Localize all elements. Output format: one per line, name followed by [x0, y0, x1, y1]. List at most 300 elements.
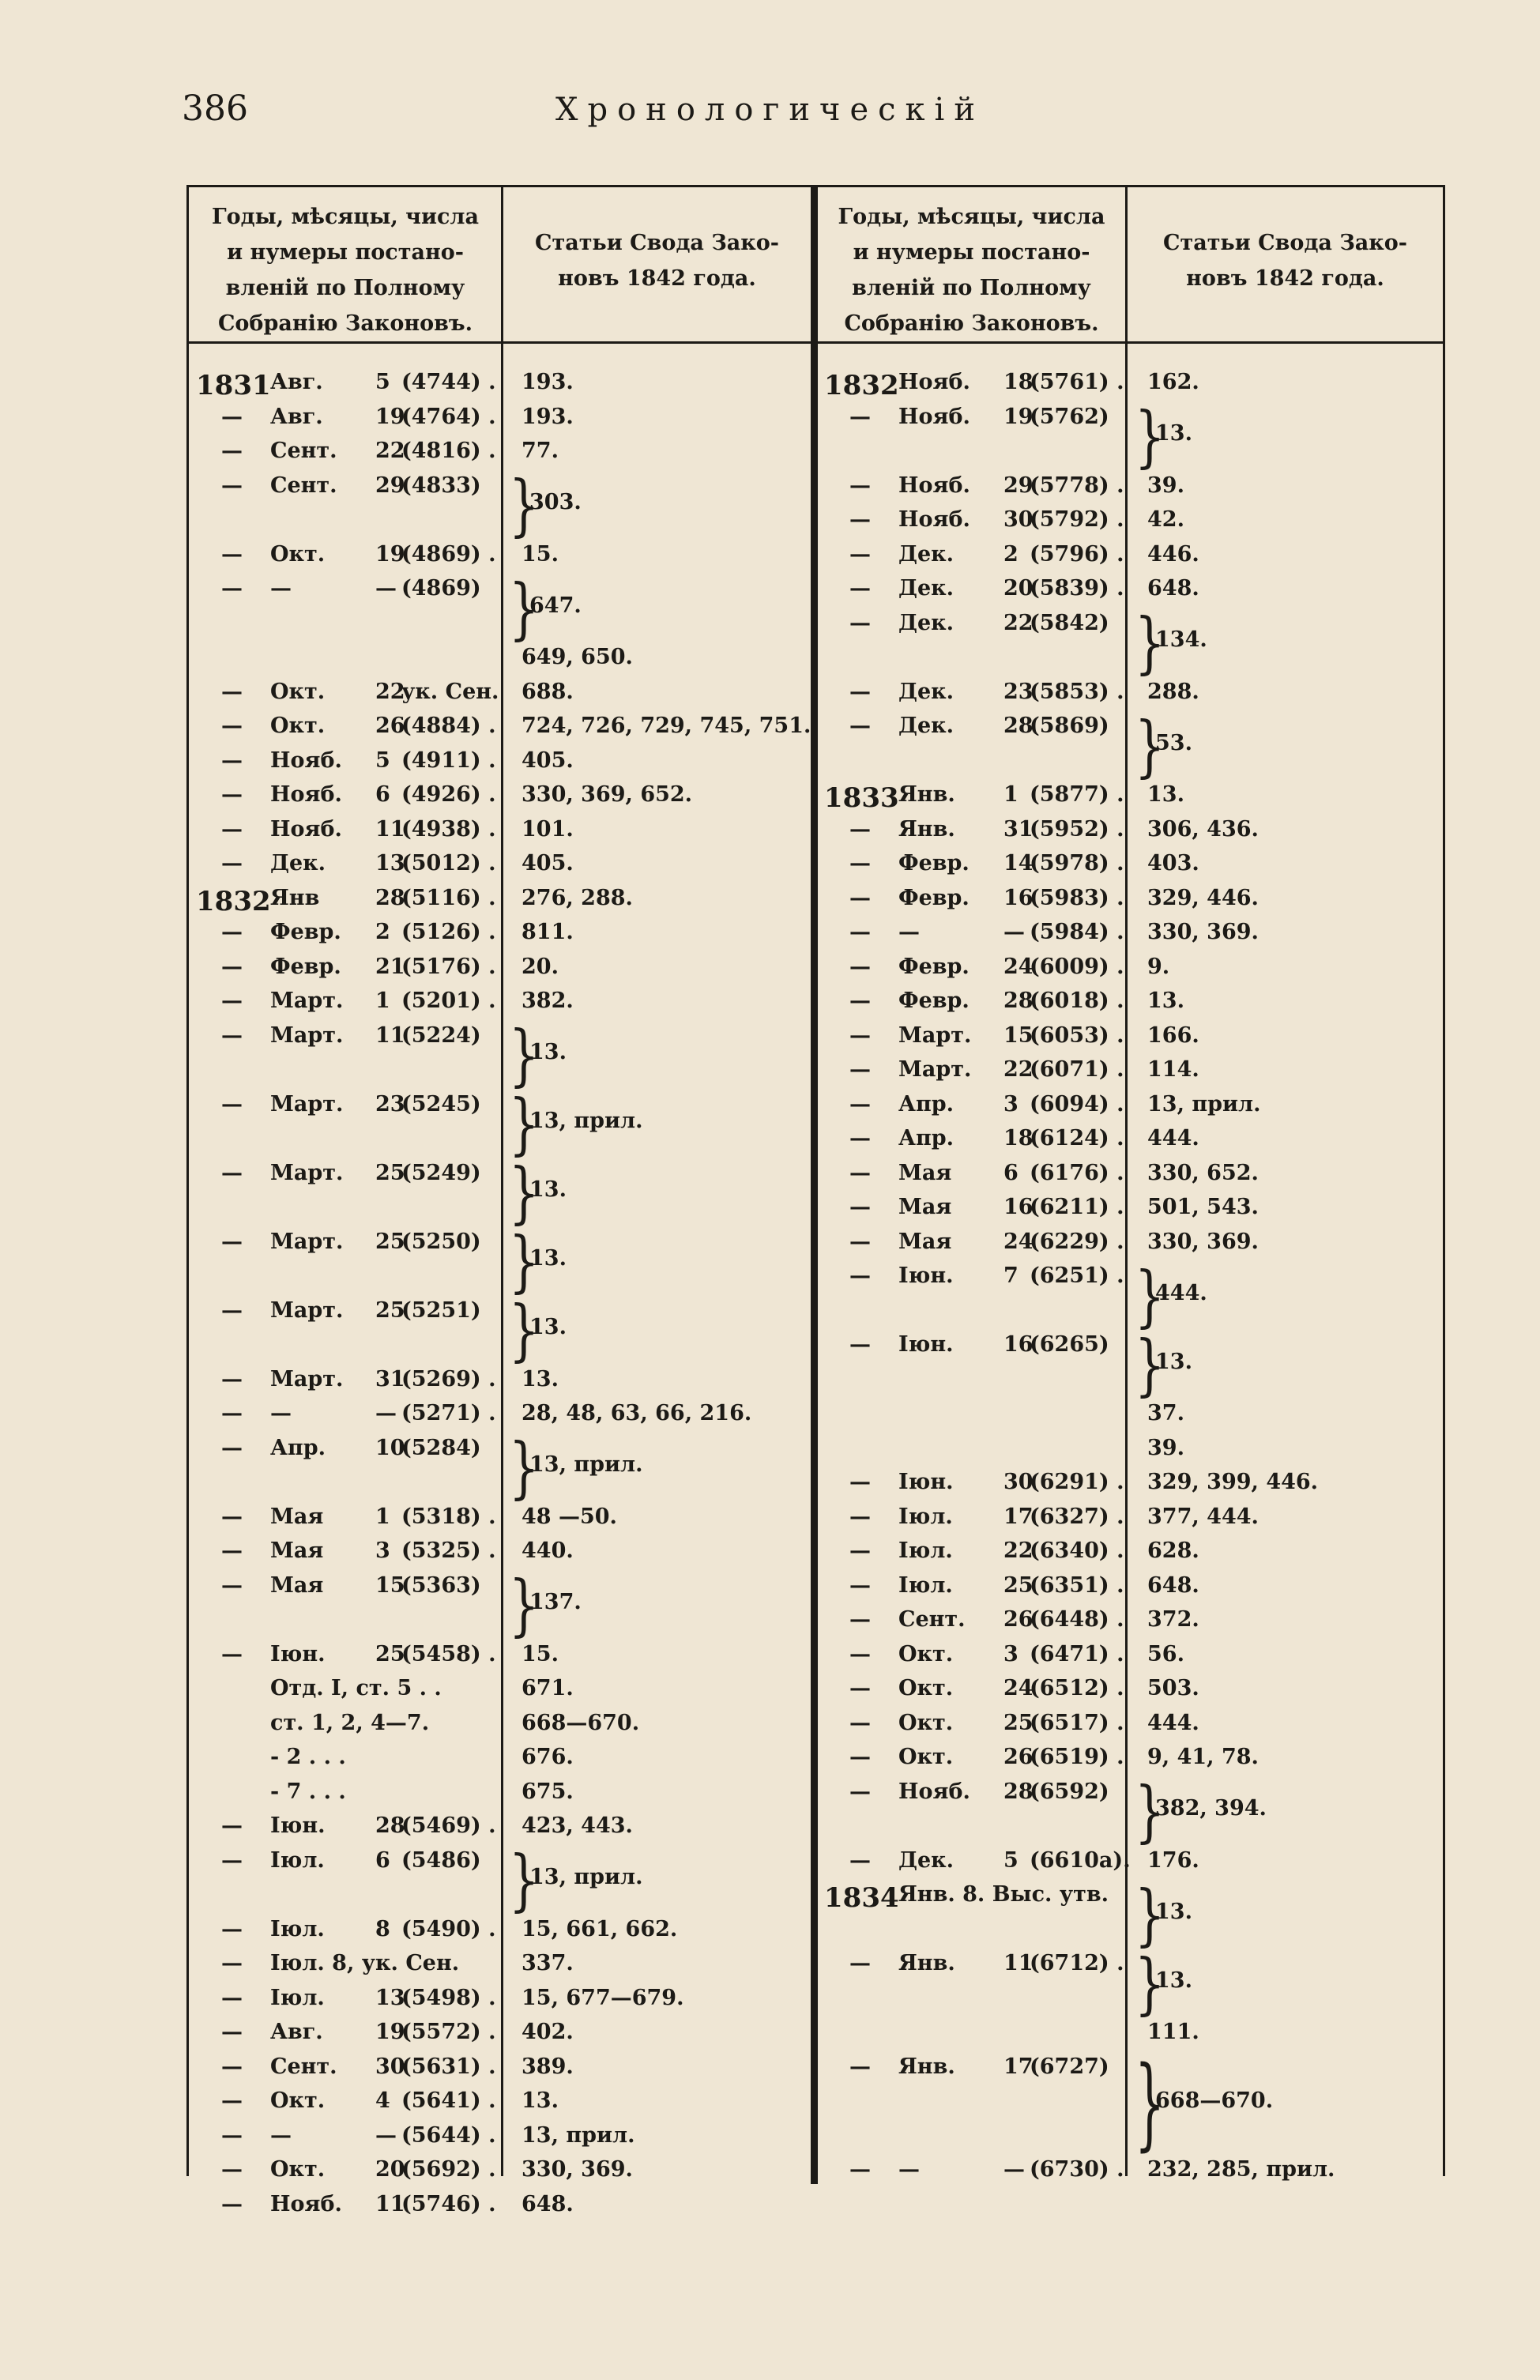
- entry-articles: 15, 661, 662.: [521, 1916, 678, 1941]
- entry-month: Дек.: [898, 1847, 954, 1873]
- entry-month: Март.: [270, 1091, 344, 1117]
- entry-articles: 649, 650.: [521, 645, 633, 669]
- entry-day: 3: [1003, 1641, 1019, 1666]
- entry-day: 1: [375, 1504, 390, 1529]
- entry-month: Мая: [898, 1195, 952, 1219]
- entry-articles: 276, 288.: [521, 885, 633, 910]
- entry-month: Дек.: [898, 576, 954, 601]
- entry-day: 13: [375, 1985, 405, 2010]
- entry-articles: 13.: [529, 1246, 567, 1271]
- entry-num: (4869) .: [401, 541, 496, 567]
- entry-articles: 15.: [521, 1641, 559, 1666]
- entry-day: 7: [1003, 1263, 1019, 1288]
- entry-articles: 648.: [521, 2191, 574, 2216]
- entry-dash: —: [221, 2191, 243, 2216]
- entry-day: 25: [375, 1229, 405, 1254]
- entry-dash: —: [221, 1160, 243, 1185]
- entry-month: Март.: [270, 1366, 344, 1391]
- entry-num: (5325) .: [401, 1538, 496, 1563]
- entry-month: Iюн.: [270, 1641, 326, 1666]
- entry-day: 29: [1003, 473, 1034, 498]
- entry-num: (5486): [401, 1847, 481, 1873]
- brace-mark: }: [1135, 398, 1165, 476]
- entry-dash: —: [221, 2122, 243, 2148]
- entry-day: 3: [375, 1538, 390, 1563]
- entry-dash: —: [221, 679, 243, 704]
- entry-num: (4764) .: [401, 404, 496, 429]
- entry-num: (6730) .: [1030, 2157, 1124, 2182]
- entry-dash: —: [221, 1951, 243, 1975]
- brace-mark: }: [509, 1292, 540, 1370]
- entry-dash: —: [221, 1435, 243, 1460]
- entry-num: (5176) .: [401, 954, 496, 979]
- table-right-border: [1443, 185, 1445, 2176]
- entry-day: 26: [1003, 1745, 1034, 1769]
- entry-dash: —: [849, 2157, 871, 2182]
- entry-num: (5877) .: [1030, 782, 1124, 807]
- entry-day: 16: [1003, 1195, 1034, 1219]
- entry-month: Дек.: [898, 679, 954, 704]
- entry-month: Нояб.: [898, 473, 970, 498]
- entry-month: —: [270, 1401, 292, 1425]
- entry-articles: 15.: [521, 541, 559, 567]
- entry-dash: —: [849, 851, 871, 876]
- entry-dash: —: [849, 954, 871, 979]
- entry-day: 25: [375, 1297, 405, 1323]
- entry-articles: 39.: [1147, 473, 1184, 498]
- entry-year: 1832: [824, 370, 899, 401]
- entry-num: (5201) .: [401, 989, 496, 1013]
- entry-num: (5126) .: [401, 920, 496, 944]
- entry-day: —: [375, 1401, 397, 1425]
- entry-num: (6124) .: [1030, 1126, 1124, 1150]
- entry-dash: —: [849, 2054, 871, 2079]
- entry-num: (5792) .: [1030, 507, 1124, 532]
- running-head: Хронологическiй: [555, 92, 985, 128]
- entry-day: 19: [375, 2020, 405, 2044]
- entry-day: 5: [1003, 1847, 1019, 1873]
- entry-month: Iюн.: [898, 1263, 954, 1288]
- entry-dash: —: [849, 1160, 871, 1185]
- entry-day: 19: [375, 541, 405, 567]
- entry-day: 31: [1003, 816, 1034, 842]
- entry-num: (6471) .: [1030, 1641, 1124, 1666]
- entry-dash: —: [849, 1022, 871, 1048]
- entry-day: 5: [375, 748, 390, 773]
- entry-dash: —: [221, 541, 243, 567]
- entry-day: 14: [1003, 851, 1034, 876]
- entry-month: —: [270, 2122, 292, 2148]
- entry-num: (5984) .: [1030, 920, 1124, 944]
- entry-articles: 403.: [1147, 851, 1199, 876]
- entry-num: (6448) .: [1030, 1607, 1124, 1632]
- entry-articles: 724, 726, 729, 745, 751.: [521, 714, 811, 738]
- entry-month: Окт.: [270, 679, 326, 704]
- entry-num: (5363): [401, 1572, 481, 1598]
- entry-num: (4833): [401, 473, 481, 498]
- header-col3: Годы, мѣсяцы, числа и нумеры постано- вленiй по Полному Собранiю Законовъ.: [838, 205, 1105, 336]
- entry-dash: —: [221, 748, 243, 773]
- entry-articles: 372.: [1147, 1607, 1199, 1632]
- entry-dash: —: [849, 1470, 871, 1494]
- entry-num: (6712) .: [1030, 1951, 1124, 1975]
- entry-num: (6592): [1030, 1779, 1109, 1804]
- entry-day: 31: [375, 1366, 405, 1391]
- entry-dash: —: [849, 1332, 871, 1357]
- entry-day: —: [1003, 920, 1025, 944]
- entry-dash: —: [849, 610, 871, 635]
- entry-month: Сент.: [270, 2054, 337, 2079]
- entry-articles: 9.: [1147, 954, 1170, 979]
- entry-dash: —: [221, 920, 243, 944]
- entry-articles: 647.: [529, 593, 582, 618]
- entry-dash: —: [221, 576, 243, 601]
- entry-num: (5318) .: [401, 1504, 496, 1529]
- entry-month: Окт.: [270, 2088, 326, 2113]
- brace-mark: }: [509, 1429, 540, 1508]
- entry-day: 18: [1003, 370, 1034, 394]
- entry-num: (6053) .: [1030, 1022, 1124, 1048]
- entry-day: 4: [375, 2088, 390, 2113]
- entry-num: (6727): [1030, 2054, 1109, 2079]
- entry-num: (6094) .: [1030, 1091, 1124, 1117]
- entry-dash: —: [221, 816, 243, 842]
- entry-dash: —: [221, 1538, 243, 1563]
- entry-num: (5762): [1030, 404, 1109, 429]
- entry-dash: —: [221, 1641, 243, 1666]
- entry-day: 17: [1003, 2054, 1034, 2079]
- entry-articles: 101.: [521, 816, 574, 842]
- entry-dash: —: [221, 1504, 243, 1529]
- entry-articles: 166.: [1147, 1022, 1199, 1048]
- entry-day: 16: [1003, 1332, 1034, 1357]
- entry-articles: 501, 543.: [1147, 1195, 1259, 1219]
- entry-day: 20: [1003, 576, 1034, 601]
- entry-articles: 405.: [521, 851, 574, 876]
- entry-articles: 13.: [1155, 1349, 1192, 1374]
- entry-dash: —: [849, 1572, 871, 1598]
- entry-month: Iюн.: [270, 1813, 326, 1838]
- entry-day: 17: [1003, 1504, 1034, 1529]
- entry-day: 10: [375, 1435, 405, 1460]
- entry-articles: 13, прил.: [529, 1865, 643, 1890]
- header-col4: Статьи Свода Зако- новъ 1842 года.: [1162, 231, 1408, 291]
- entry-month: Окт.: [270, 714, 326, 738]
- entry-day: 6: [375, 782, 390, 807]
- entry-day: 30: [1003, 507, 1034, 532]
- entry-articles: 330, 369, 652.: [521, 782, 693, 807]
- entry-articles: 405.: [521, 748, 574, 773]
- entry-articles: 330, 652.: [1147, 1160, 1259, 1185]
- brace-mark: }: [1135, 1876, 1165, 1954]
- entry-day: —: [375, 576, 397, 601]
- entry-month: Мая: [270, 1504, 324, 1529]
- entry-dash: —: [849, 679, 871, 704]
- entry-articles: 648.: [1147, 1572, 1199, 1598]
- entry-day: 28: [375, 885, 405, 910]
- entry-num: (6211) .: [1030, 1195, 1124, 1219]
- header-col2: Статьи Свода Зако- новъ 1842 года.: [534, 231, 780, 291]
- entry-dash: —: [221, 404, 243, 429]
- entry-month: Март.: [270, 1022, 344, 1048]
- entry-articles: 446.: [1147, 541, 1199, 567]
- entry-num: (5224): [401, 1022, 481, 1048]
- entry-day: 26: [375, 714, 405, 738]
- entry-dash: —: [221, 954, 243, 979]
- entry-num: (6512) .: [1030, 1676, 1124, 1700]
- brace-mark: }: [509, 467, 540, 545]
- entry-month: Март.: [898, 1057, 972, 1082]
- entry-day: 11: [375, 816, 405, 842]
- entry-articles: 648.: [1147, 576, 1199, 601]
- entry-num: (6291) .: [1030, 1470, 1124, 1494]
- entry-day: 24: [1003, 1229, 1034, 1254]
- entry-day: 15: [1003, 1022, 1034, 1048]
- entry-day: 18: [1003, 1126, 1034, 1150]
- entry-num: (5498) .: [401, 1985, 496, 2010]
- entry-dash: —: [221, 439, 243, 463]
- entry-month: Март.: [898, 1022, 972, 1048]
- entry-month: Янв: [270, 885, 320, 910]
- entry-month: Нояб.: [270, 748, 342, 773]
- entry-articles: 444.: [1147, 1126, 1199, 1150]
- entry-day: 11: [375, 1022, 405, 1048]
- entry-num: (6229) .: [1030, 1229, 1124, 1254]
- entry-articles: 377, 444.: [1147, 1504, 1259, 1529]
- entry-month: Iюл.: [270, 1847, 325, 1873]
- brace-mark: }: [1135, 604, 1165, 683]
- entry-articles: 503.: [1147, 1676, 1199, 1700]
- entry-month: Мая: [898, 1160, 952, 1185]
- entry-day: 19: [1003, 404, 1034, 429]
- entry-dash: —: [221, 1847, 243, 1873]
- entry-dash: —: [221, 1091, 243, 1117]
- entry-articles: 389.: [521, 2054, 574, 2079]
- entry-dash: —: [849, 1057, 871, 1082]
- entry-dash: —: [221, 1366, 243, 1391]
- entry-month: Окт.: [898, 1641, 954, 1666]
- entry-dash: —: [849, 714, 871, 738]
- entry-day: 29: [375, 473, 405, 498]
- brace-mark: }: [509, 1223, 540, 1301]
- entry-num: (6265): [1030, 1332, 1109, 1357]
- entry-day: 1: [375, 989, 390, 1013]
- entry-num: (5761) .: [1030, 370, 1124, 394]
- entry-articles: 288.: [1147, 679, 1199, 704]
- entry-day: 22: [1003, 1057, 1034, 1082]
- entry-articles: 137.: [529, 1590, 582, 1615]
- entry-articles: 39.: [1147, 1435, 1184, 1460]
- entry-dash: —: [849, 1779, 871, 1804]
- entry-dash: —: [221, 1813, 243, 1838]
- entry-month: Авг.: [270, 404, 323, 429]
- entry-year: 1833: [824, 782, 899, 814]
- entry-month: Окт.: [270, 2157, 326, 2182]
- entry-articles: 688.: [521, 679, 574, 704]
- entry-month: Iюл. 8, ук. Сен.: [270, 1951, 460, 1975]
- entry-day: 19: [375, 404, 405, 429]
- entry-month: Окт.: [270, 541, 326, 567]
- entry-day: 21: [375, 954, 405, 979]
- entry-day: 22: [1003, 1538, 1034, 1563]
- entry-month: Авг.: [270, 370, 323, 394]
- column-divider-1: [501, 185, 503, 2176]
- entry-day: 6: [375, 1847, 390, 1873]
- entry-articles: 13.: [1155, 1899, 1192, 1924]
- entry-day: 11: [1003, 1951, 1034, 1975]
- entry-dash: —: [849, 1710, 871, 1735]
- entry-month: Нояб.: [898, 507, 970, 532]
- entry-day: 24: [1003, 954, 1034, 979]
- entry-articles: 337.: [521, 1951, 574, 1975]
- brace-mark: }: [509, 1154, 540, 1233]
- entry-num: (5983) .: [1030, 885, 1124, 910]
- entry-day: 25: [375, 1641, 405, 1666]
- entry-articles: 13.: [529, 1177, 567, 1203]
- entry-year: 1831: [196, 370, 271, 401]
- entry-day: 22: [1003, 610, 1034, 635]
- entry-articles: 303.: [529, 490, 582, 515]
- entry-num: (5458) .: [401, 1641, 496, 1666]
- entry-day: 8: [375, 1916, 390, 1941]
- entry-day: 30: [375, 2054, 405, 2079]
- entry-articles: 382.: [521, 989, 574, 1013]
- entry-month: Iюн.: [898, 1470, 954, 1494]
- entry-day: 20: [375, 2157, 405, 2182]
- entry-dash: —: [849, 1676, 871, 1700]
- entry-month: Дек.: [898, 541, 954, 567]
- entry-dash: —: [849, 1126, 871, 1150]
- entry-articles: 13, прил.: [1147, 1091, 1261, 1117]
- entry-day: 28: [375, 1813, 405, 1838]
- brace-mark: }: [509, 1017, 540, 1095]
- entry-articles: 671.: [521, 1676, 574, 1700]
- entry-day: 1: [1003, 782, 1019, 807]
- entry-day: —: [375, 2122, 397, 2148]
- entry-articles: 329, 446.: [1147, 885, 1259, 910]
- entry-num: (5490) .: [401, 1916, 496, 1941]
- entry-month: Февр.: [270, 954, 341, 979]
- entry-month: Нояб.: [898, 404, 970, 429]
- entry-dash: —: [221, 851, 243, 876]
- entry-num: (5952) .: [1030, 816, 1124, 842]
- header-bottom-rule: [186, 341, 1444, 344]
- entry-articles: 37.: [1147, 1401, 1184, 1425]
- brace-mark: }: [1135, 2046, 1165, 2163]
- entry-day: 28: [1003, 714, 1034, 738]
- entry-day: 6: [1003, 1160, 1019, 1185]
- entry-month: Апр.: [898, 1091, 954, 1117]
- entry-day: 13: [375, 851, 405, 876]
- entry-num: (4911) .: [401, 748, 496, 773]
- entry-month: —: [898, 920, 920, 944]
- entry-num: (5269) .: [401, 1366, 496, 1391]
- entry-num: (5778) .: [1030, 473, 1124, 498]
- entry-day: 26: [1003, 1607, 1034, 1632]
- entry-num: (5012) .: [401, 851, 496, 876]
- entry-year: 1832: [196, 885, 271, 917]
- entry-dash: —: [221, 1229, 243, 1254]
- entry-articles: 162.: [1147, 370, 1199, 394]
- entry-num: (5842): [1030, 610, 1109, 635]
- entry-articles: 42.: [1147, 507, 1184, 532]
- entry-month: Дек.: [898, 714, 954, 738]
- entry-month: Нояб.: [270, 2191, 342, 2216]
- entry-dash: —: [849, 1607, 871, 1632]
- entry-articles: 811.: [521, 920, 574, 944]
- entry-dash: —: [849, 885, 871, 910]
- brace-mark: }: [1135, 1945, 1165, 2023]
- entry-day: 16: [1003, 885, 1034, 910]
- entry-month: Авг.: [270, 2020, 323, 2044]
- entry-num: (4884) .: [401, 714, 496, 738]
- entry-dash: —: [849, 1641, 871, 1666]
- entry-month: Янв.: [898, 2054, 955, 2079]
- entry-articles: 13.: [529, 1040, 567, 1065]
- entry-day: 15: [375, 1572, 405, 1598]
- entry-num: (5692) .: [401, 2157, 496, 2182]
- entry-articles: 28, 48, 63, 66, 216.: [521, 1401, 752, 1425]
- entry-year: 1834: [824, 1882, 899, 1914]
- entry-dash: —: [849, 920, 871, 944]
- entry-articles: 382, 394.: [1155, 1796, 1267, 1821]
- brace-mark: }: [1135, 1257, 1165, 1335]
- entry-month: Iюл.: [898, 1504, 953, 1529]
- entry-dash: —: [849, 1195, 871, 1219]
- brace-mark: }: [1135, 1773, 1165, 1851]
- entry-month: Мая: [270, 1538, 324, 1563]
- entry-month: - 7 . . .: [270, 1779, 346, 1804]
- entry-articles: 56.: [1147, 1641, 1184, 1666]
- entry-day: 3: [1003, 1091, 1019, 1117]
- entry-num: (6610а).: [1030, 1847, 1131, 1873]
- entry-month: Сент.: [270, 439, 337, 463]
- entry-month: —: [898, 2157, 920, 2182]
- entry-month: Мая: [270, 1572, 324, 1598]
- entry-month: Iюл.: [270, 1916, 325, 1941]
- entry-num: (6517) .: [1030, 1710, 1124, 1735]
- entry-dash: —: [221, 1401, 243, 1425]
- entry-day: 22: [375, 439, 405, 463]
- entry-articles: 9, 41, 78.: [1147, 1745, 1259, 1769]
- entry-articles: 77.: [521, 439, 559, 463]
- entry-articles: 13, прил.: [529, 1452, 643, 1478]
- entry-num: (6176) .: [1030, 1160, 1124, 1185]
- entry-dash: —: [849, 541, 871, 567]
- entry-articles: 48 —50.: [521, 1504, 617, 1529]
- entry-day: 28: [1003, 989, 1034, 1013]
- entry-month: Март.: [270, 1297, 344, 1323]
- entry-articles: 13.: [1147, 782, 1184, 807]
- entry-dash: —: [221, 2020, 243, 2044]
- entry-dash: —: [849, 816, 871, 842]
- entry-num: (6009) .: [1030, 954, 1124, 979]
- entry-month: Апр.: [898, 1126, 954, 1150]
- entry-num: (5250): [401, 1229, 481, 1254]
- entry-month: Янв.: [898, 1951, 955, 1975]
- entry-articles: 668—670.: [521, 1710, 640, 1735]
- entry-num: (5572) .: [401, 2020, 496, 2044]
- entry-month: Февр.: [898, 885, 970, 910]
- entry-num: (4926) .: [401, 782, 496, 807]
- entry-num: (5796) .: [1030, 541, 1124, 567]
- entry-articles: 440.: [521, 1538, 574, 1563]
- entry-month: —: [270, 576, 292, 601]
- entry-num: (5469) .: [401, 1813, 496, 1838]
- entry-num: ук. Сен.: [401, 679, 499, 704]
- entry-dash: —: [221, 473, 243, 498]
- entry-month: Окт.: [898, 1676, 954, 1700]
